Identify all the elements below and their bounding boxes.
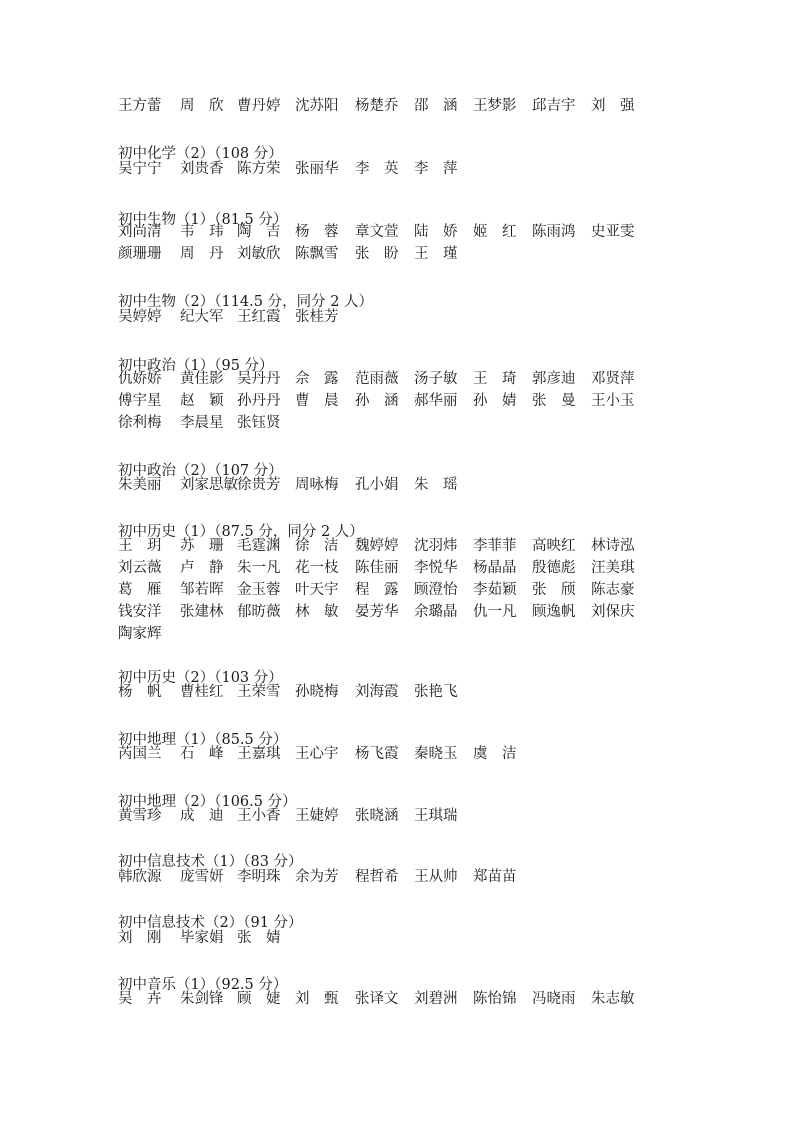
- person-name: 陈雨鸿: [532, 224, 576, 240]
- person-name: 王小玉: [591, 393, 635, 409]
- person-name: 杨 帆: [118, 684, 162, 700]
- person-name: 叶天宇: [295, 582, 339, 598]
- person-name: 沈苏阳: [295, 98, 339, 114]
- person-name: 张 曼: [532, 393, 576, 409]
- person-name: 刘保庆: [591, 604, 635, 620]
- person-name: 杨 蓉: [295, 224, 339, 240]
- person-name: 顾 婕: [237, 991, 281, 1007]
- person-name: 郑苗苗: [473, 869, 517, 885]
- section-heading: 初中政治（2）（107 分）: [118, 463, 283, 479]
- person-name: 张晓涵: [355, 808, 399, 824]
- person-name: 仇一凡: [473, 604, 517, 620]
- section-heading: 初中音乐（1）（92.5 分）: [118, 977, 288, 993]
- section-heading: 初中地理（2）（106.5 分）: [118, 794, 297, 810]
- person-name: 陈怡锦: [473, 991, 517, 1007]
- person-name: 吴婷婷: [118, 309, 162, 325]
- person-name: 章文萱: [355, 224, 399, 240]
- person-name: 吴 卉: [118, 991, 162, 1007]
- person-name: 李 萍: [414, 161, 458, 177]
- name-row: [118, 390, 658, 412]
- person-name: 张 婧: [237, 930, 281, 946]
- person-name: 张桂芳: [295, 309, 339, 325]
- person-name: 杨楚乔: [355, 98, 399, 114]
- person-name: 陈佳丽: [355, 560, 399, 576]
- person-name: 陆 娇: [414, 224, 458, 240]
- person-name: 朱一凡: [237, 560, 281, 576]
- person-name: 晏芳华: [355, 604, 399, 620]
- person-name: 虞 洁: [473, 746, 517, 762]
- person-name: 苏 珊: [180, 538, 224, 554]
- person-name: 曹丹婷: [237, 98, 281, 114]
- person-name: 陈方荣: [237, 161, 281, 177]
- person-name: 石 峰: [180, 746, 224, 762]
- person-name: 李 英: [355, 161, 399, 177]
- person-name: 王红霞: [237, 309, 281, 325]
- person-name: 孙晓梅: [295, 684, 339, 700]
- person-name: 邓贤萍: [591, 371, 635, 387]
- person-name: 吴宁宁: [118, 161, 162, 177]
- name-row: [118, 158, 658, 180]
- person-name: 韦 玮: [180, 224, 224, 240]
- person-name: 张 颀: [532, 582, 576, 598]
- person-name: 魏婷婷: [355, 538, 399, 554]
- person-name: 程哲希: [355, 869, 399, 885]
- person-name: 殷德彪: [532, 560, 576, 576]
- person-name: 刘海霞: [355, 684, 399, 700]
- person-name: 徐 洁: [295, 538, 339, 554]
- name-row: [118, 412, 658, 434]
- person-name: 周 丹: [180, 246, 224, 262]
- person-name: 庞雪妍: [180, 869, 224, 885]
- person-name: 王嘉琪: [237, 746, 281, 762]
- section-heading: 初中历史（2）（103 分）: [118, 670, 283, 686]
- name-row: [118, 601, 658, 623]
- person-name: 刘云薇: [118, 560, 162, 576]
- person-name: 刘碧洲: [414, 991, 458, 1007]
- person-name: 徐利梅: [118, 415, 162, 431]
- person-name: 曹桂红: [180, 684, 224, 700]
- name-row: [118, 535, 658, 557]
- person-name: 陈志豪: [591, 582, 635, 598]
- person-name: 韩欣源: [118, 869, 162, 885]
- person-name: 曹 晨: [295, 393, 339, 409]
- name-row: [118, 623, 658, 645]
- name-row: [118, 681, 658, 703]
- person-name: 王 玥: [118, 538, 162, 554]
- person-name: 高映红: [532, 538, 576, 554]
- person-name: 纪大军: [180, 309, 224, 325]
- person-name: 余为芳: [295, 869, 339, 885]
- person-name: 孙 婧: [473, 393, 517, 409]
- person-name: 王小香: [237, 808, 281, 824]
- person-name: 刘 甄: [295, 991, 339, 1007]
- name-row: [118, 866, 658, 888]
- person-name: 张建林: [180, 604, 224, 620]
- person-name: 王婕婷: [295, 808, 339, 824]
- person-name: 顾澄怡: [414, 582, 458, 598]
- person-name: 王从帅: [414, 869, 458, 885]
- person-name: 王 瑾: [414, 246, 458, 262]
- person-name: 张钰贤: [237, 415, 281, 431]
- person-name: 花一枝: [295, 560, 339, 576]
- name-row: [118, 95, 658, 117]
- person-name: 郭彦迪: [532, 371, 576, 387]
- name-row: [118, 927, 658, 949]
- person-name: 张 盼: [355, 246, 399, 262]
- person-name: 张译文: [355, 991, 399, 1007]
- person-name: 郁昉薇: [237, 604, 281, 620]
- person-name: 秦晓玉: [414, 746, 458, 762]
- person-name: 佘 露: [295, 371, 339, 387]
- person-name: 周 欣: [180, 98, 224, 114]
- person-name: 邵 涵: [414, 98, 458, 114]
- person-name: 杨晶晶: [473, 560, 517, 576]
- person-name: 沈羽炜: [414, 538, 458, 554]
- person-name: 王琪瑞: [414, 808, 458, 824]
- person-name: 王 琦: [473, 371, 517, 387]
- section-heading: 初中生物（2）（114.5 分，同分 2 人）: [118, 294, 374, 310]
- person-name: 王方蕾: [118, 98, 162, 114]
- person-name: 刘敏欣: [237, 246, 281, 262]
- person-name: 成 迪: [180, 808, 224, 824]
- person-name: 程 露: [355, 582, 399, 598]
- name-row: [118, 805, 658, 827]
- name-row: [118, 306, 658, 328]
- section-heading: 初中政治（1）（95 分）: [118, 358, 274, 374]
- person-name: 芮国兰: [118, 746, 162, 762]
- name-row: [118, 557, 658, 579]
- person-name: 王梦影: [473, 98, 517, 114]
- person-name: 卢 静: [180, 560, 224, 576]
- name-row: [118, 221, 658, 243]
- person-name: 张艳飞: [414, 684, 458, 700]
- person-name: 吴丹丹: [237, 371, 281, 387]
- name-row: [118, 243, 658, 265]
- section-heading: 初中历史（1）（87.5 分，同分 2 人）: [118, 524, 364, 540]
- name-row: [118, 474, 658, 496]
- person-name: 钱安洋: [118, 604, 162, 620]
- person-name: 陈飘雪: [295, 246, 339, 262]
- person-name: 刘 强: [591, 98, 635, 114]
- person-name: 周咏梅: [295, 477, 339, 493]
- person-name: 孙丹丹: [237, 393, 281, 409]
- person-name: 刘家思敏: [180, 477, 238, 493]
- person-name: 颜珊珊: [118, 246, 162, 262]
- person-name: 郝华丽: [414, 393, 458, 409]
- person-name: 陶 吉: [237, 224, 281, 240]
- person-name: 朱 瑶: [414, 477, 458, 493]
- person-name: 范雨薇: [355, 371, 399, 387]
- person-name: 史亚雯: [591, 224, 635, 240]
- person-name: 李明珠: [237, 869, 281, 885]
- person-name: 孙 涵: [355, 393, 399, 409]
- person-name: 邹若晖: [180, 582, 224, 598]
- person-name: 刘尚清: [118, 224, 162, 240]
- person-name: 金玉蓉: [237, 582, 281, 598]
- person-name: 李晨星: [180, 415, 224, 431]
- person-name: 陶家辉: [118, 626, 162, 642]
- person-name: 李悦华: [414, 560, 458, 576]
- person-name: 徐贵芳: [237, 477, 281, 493]
- person-name: 朱志敏: [591, 991, 635, 1007]
- person-name: 顾逸帆: [532, 604, 576, 620]
- name-row: [118, 988, 658, 1010]
- person-name: 傅宇星: [118, 393, 162, 409]
- person-name: 汤子敏: [414, 371, 458, 387]
- person-name: 赵 颖: [180, 393, 224, 409]
- person-name: 刘 刚: [118, 930, 162, 946]
- person-name: 朱剑锋: [180, 991, 224, 1007]
- section-heading: 初中生物（1）（81.5 分）: [118, 212, 288, 228]
- person-name: 黄佳影: [180, 371, 224, 387]
- person-name: 朱美丽: [118, 477, 162, 493]
- name-row: [118, 368, 658, 390]
- person-name: 汪美琪: [591, 560, 635, 576]
- person-name: 毛霆渊: [237, 538, 281, 554]
- person-name: 林诗泓: [591, 538, 635, 554]
- section-heading: 初中信息技术（1）（83 分）: [118, 854, 303, 870]
- person-name: 邱吉宇: [532, 98, 576, 114]
- person-name: 王荣雪: [237, 684, 281, 700]
- person-name: 余璐晶: [414, 604, 458, 620]
- person-name: 葛 雁: [118, 582, 162, 598]
- person-name: 杨飞霞: [355, 746, 399, 762]
- person-name: 刘贵香: [180, 161, 224, 177]
- section-heading: 初中化学（2）（108 分）: [118, 146, 283, 162]
- person-name: 毕家娟: [180, 930, 224, 946]
- person-name: 王心宇: [295, 746, 339, 762]
- person-name: 孔小娟: [355, 477, 399, 493]
- person-name: 李菲菲: [473, 538, 517, 554]
- person-name: 李茹颖: [473, 582, 517, 598]
- person-name: 冯晓雨: [532, 991, 576, 1007]
- name-row: [118, 579, 658, 601]
- person-name: 张丽华: [295, 161, 339, 177]
- person-name: 林 敏: [295, 604, 339, 620]
- section-heading: 初中地理（1）（85.5 分）: [118, 732, 288, 748]
- person-name: 仇娇娇: [118, 371, 162, 387]
- section-heading: 初中信息技术（2）（91 分）: [118, 915, 303, 931]
- person-name: 姬 红: [473, 224, 517, 240]
- name-row: [118, 743, 658, 765]
- person-name: 黄雪珍: [118, 808, 162, 824]
